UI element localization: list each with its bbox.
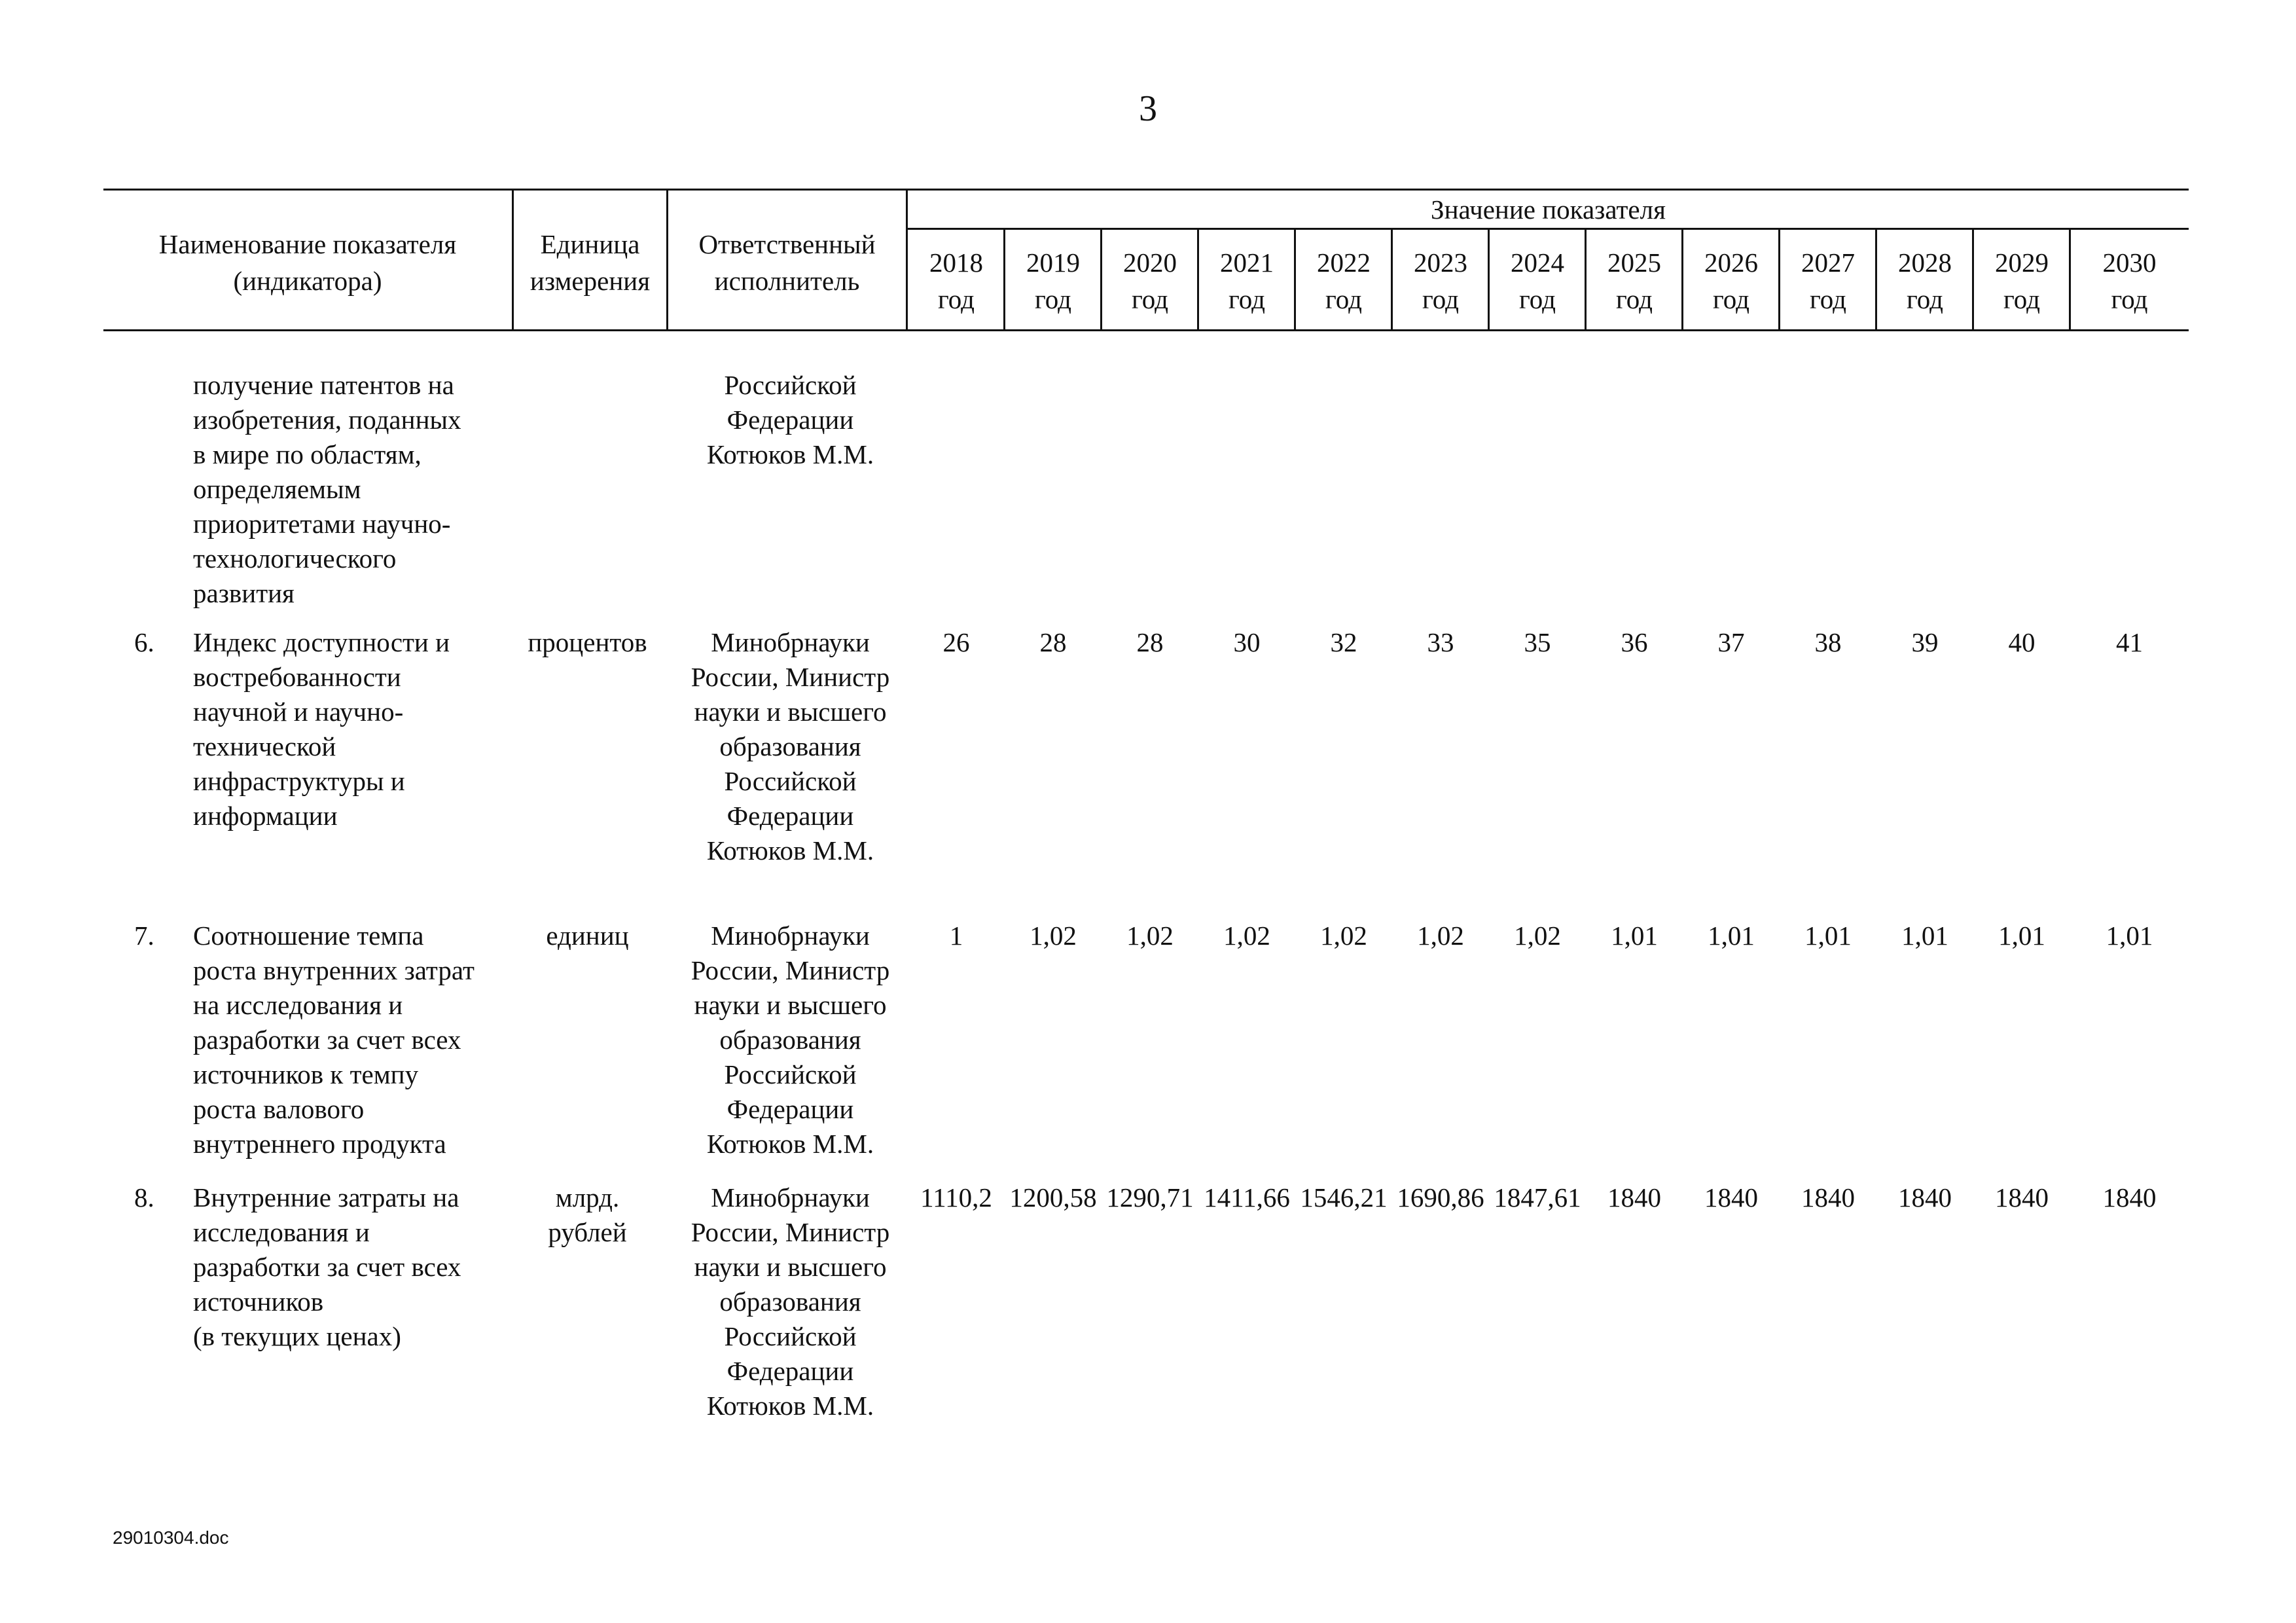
header-value-group: Значение показателя <box>1431 194 1666 225</box>
year-label: 2026 <box>1704 247 1758 278</box>
value-cell-2022: 32 <box>1330 627 1357 657</box>
value-cell-2030: 1840 <box>2102 1182 2157 1213</box>
year-header-2018 <box>908 244 1005 318</box>
year-label: 2030 <box>2102 247 2157 278</box>
value-cell-2026: 1840 <box>1704 1182 1758 1213</box>
indicator-name: получение патентов на изобретения, поданных в мире по областям, определяемым приоритетами научно- технологического развития <box>193 370 461 608</box>
value-cell-2029: 1,01 <box>1998 921 2045 951</box>
year-header-2022 <box>1295 244 1392 318</box>
year-header-2023 <box>1392 244 1489 318</box>
year-label: 2027 <box>1801 247 1855 278</box>
year-header-2028 <box>1876 244 1973 318</box>
year-suffix: год <box>1519 284 1556 314</box>
year-divider <box>1875 229 1877 331</box>
value-cell-2020: 28 <box>1136 627 1164 657</box>
year-suffix: год <box>2111 284 2148 314</box>
year-suffix: год <box>1132 284 1168 314</box>
value-cell-2029: 1840 <box>1995 1182 2049 1213</box>
year-label: 2020 <box>1123 247 1177 278</box>
value-cell-2030: 1,01 <box>2106 921 2153 951</box>
year-divider <box>1488 229 1490 331</box>
header-top-rule <box>103 189 2189 191</box>
value-cell-2022: 1546,21 <box>1300 1182 1388 1213</box>
value-cell-2030: 41 <box>2116 627 2143 657</box>
year-suffix: год <box>1616 284 1653 314</box>
row-number: 8. <box>134 1182 154 1213</box>
responsible-executor: Российской Федерации Котюков М.М. <box>706 370 874 469</box>
year-label: 2023 <box>1414 247 1467 278</box>
value-cell-2025: 1840 <box>1607 1182 1661 1213</box>
year-header-2030 <box>2070 244 2189 318</box>
year-header-2019 <box>1005 244 1102 318</box>
year-divider <box>1972 229 1974 331</box>
value-cell-2023: 1690,86 <box>1397 1182 1484 1213</box>
year-divider <box>1003 229 1005 331</box>
year-header-2024 <box>1489 244 1586 318</box>
year-divider <box>1197 229 1199 331</box>
value-cell-2019: 1,02 <box>1030 921 1077 951</box>
year-header-2025 <box>1586 244 1683 318</box>
year-suffix: год <box>1035 284 1071 314</box>
year-suffix: год <box>1810 284 1846 314</box>
year-divider <box>1391 229 1393 331</box>
year-label: 2022 <box>1317 247 1371 278</box>
value-cell-2026: 1,01 <box>1708 921 1755 951</box>
year-label: 2018 <box>929 247 983 278</box>
year-suffix: год <box>1325 284 1362 314</box>
year-suffix: год <box>1713 284 1749 314</box>
indicator-name: Внутренние затраты на исследования и разработки за счет всех источников (в текущих ценах) <box>193 1182 461 1351</box>
year-label: 2021 <box>1220 247 1274 278</box>
page-number: 3 <box>1139 88 1157 129</box>
unit-of-measure: процентов <box>528 627 647 657</box>
year-suffix: год <box>2003 284 2040 314</box>
value-cell-2026: 37 <box>1717 627 1745 657</box>
value-cell-2023: 1,02 <box>1417 921 1464 951</box>
value-group-rule <box>906 228 2189 230</box>
year-suffix: год <box>938 284 975 314</box>
value-cell-2027: 38 <box>1814 627 1842 657</box>
value-cell-2021: 30 <box>1233 627 1261 657</box>
year-label: 2025 <box>1607 247 1661 278</box>
value-cell-2027: 1840 <box>1801 1182 1855 1213</box>
value-cell-2025: 36 <box>1621 627 1648 657</box>
value-cell-2018: 26 <box>942 627 970 657</box>
unit-of-measure: млрд. рублей <box>548 1182 627 1247</box>
value-cell-2024: 1847,61 <box>1494 1182 1581 1213</box>
header-unit: Единица измерения <box>529 229 651 296</box>
value-cell-2023: 33 <box>1427 627 1454 657</box>
value-cell-2020: 1290,71 <box>1106 1182 1194 1213</box>
value-cell-2025: 1,01 <box>1611 921 1658 951</box>
value-cell-2028: 1,01 <box>1901 921 1948 951</box>
value-cell-2029: 40 <box>2008 627 2036 657</box>
responsible-executor: Минобрнауки России, Министр науки и высшего образования Российской Федерации Котюков М.М. <box>691 627 890 866</box>
footer-filename: 29010304.doc <box>113 1527 229 1548</box>
year-suffix: год <box>1229 284 1265 314</box>
year-divider <box>1100 229 1102 331</box>
value-cell-2028: 39 <box>1911 627 1939 657</box>
year-suffix: год <box>1907 284 1943 314</box>
value-cell-2024: 35 <box>1524 627 1551 657</box>
value-cell-2021: 1411,66 <box>1204 1182 1290 1213</box>
year-divider <box>1681 229 1683 331</box>
row-number: 7. <box>134 921 154 951</box>
value-cell-2018: 1 <box>949 921 963 951</box>
year-header-2021 <box>1198 244 1295 318</box>
year-label: 2028 <box>1898 247 1952 278</box>
indicator-name: Соотношение темпа роста внутренних затрат на исследования и разработки за счет всех источников к темпу роста валового внутреннего продукта <box>193 921 475 1159</box>
year-header-2026 <box>1683 244 1780 318</box>
year-header-2029 <box>1973 244 2070 318</box>
value-cell-2021: 1,02 <box>1223 921 1270 951</box>
year-label: 2029 <box>1995 247 2049 278</box>
year-divider <box>2069 229 2071 331</box>
year-divider <box>1294 229 1296 331</box>
year-label: 2019 <box>1026 247 1080 278</box>
value-cell-2019: 28 <box>1039 627 1067 657</box>
year-suffix: год <box>1422 284 1459 314</box>
indicator-name: Индекс доступности и востребованности научной и научно- технической инфраструктуры и информации <box>193 627 450 831</box>
responsible-executor: Минобрнауки России, Министр науки и высшего образования Российской Федерации Котюков М.М. <box>691 921 890 1159</box>
row-number: 6. <box>134 627 154 657</box>
year-header-2020 <box>1102 244 1198 318</box>
value-cell-2024: 1,02 <box>1514 921 1561 951</box>
header-name: Наименование показателя (индикатора) <box>158 229 457 296</box>
year-header-2027 <box>1780 244 1876 318</box>
value-cell-2027: 1,01 <box>1804 921 1852 951</box>
header-executor: Ответственный исполнитель <box>698 229 876 296</box>
value-cell-2018: 1110,2 <box>920 1182 992 1213</box>
value-cell-2020: 1,02 <box>1126 921 1174 951</box>
year-divider <box>1585 229 1587 331</box>
value-cell-2022: 1,02 <box>1320 921 1367 951</box>
year-divider <box>1778 229 1780 331</box>
year-label: 2024 <box>1511 247 1564 278</box>
value-cell-2019: 1200,58 <box>1009 1182 1097 1213</box>
responsible-executor: Минобрнауки России, Министр науки и высшего образования Российской Федерации Котюков М.М. <box>691 1182 890 1421</box>
value-cell-2028: 1840 <box>1898 1182 1952 1213</box>
unit-of-measure: единиц <box>546 921 629 951</box>
